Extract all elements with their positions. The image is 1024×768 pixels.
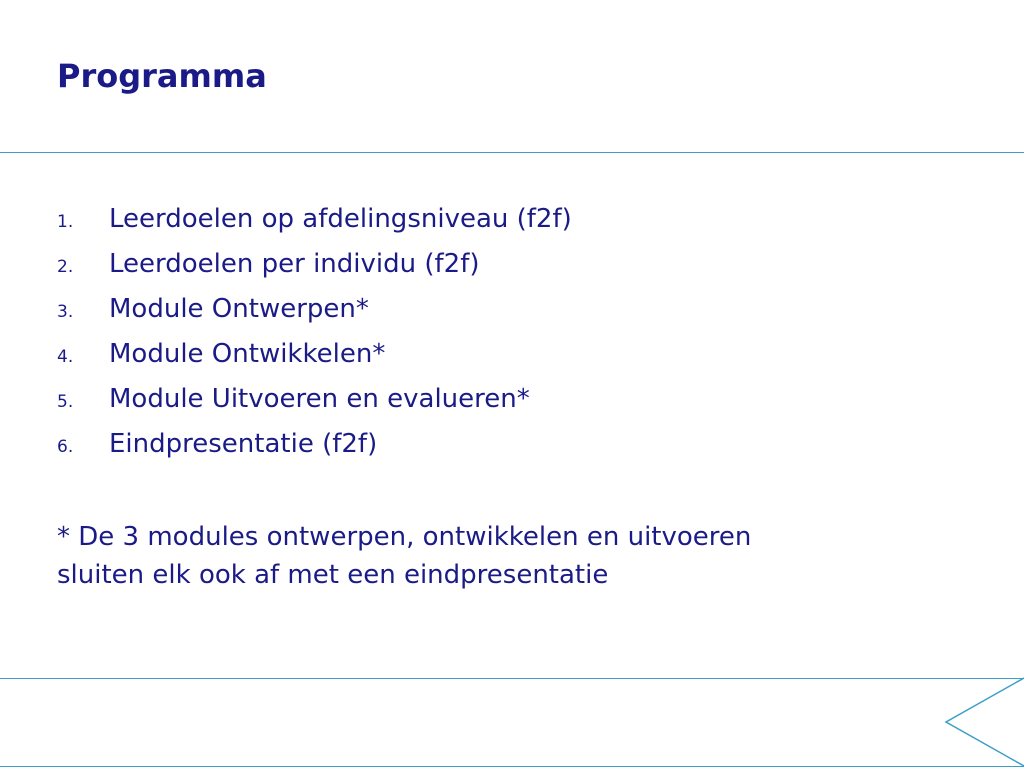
item-number: 1. bbox=[57, 212, 74, 232]
footer-divider-bottom bbox=[0, 766, 1024, 767]
slide-title: Programma bbox=[57, 57, 267, 95]
footer-divider-top bbox=[0, 678, 1024, 679]
title-divider bbox=[0, 152, 1024, 153]
list-item bbox=[57, 384, 572, 429]
list-item bbox=[57, 204, 572, 249]
item-number: 2. bbox=[57, 257, 74, 277]
item-text: Module Ontwerpen* bbox=[109, 294, 369, 324]
item-text: Module Uitvoeren en evalueren* bbox=[109, 384, 530, 414]
item-number: 5. bbox=[57, 392, 74, 412]
item-number: 3. bbox=[57, 302, 74, 322]
item-text: Leerdoelen op afdelingsniveau (f2f) bbox=[109, 204, 572, 234]
footnote-line-2: sluiten elk ook af met een eindpresentatie bbox=[57, 560, 609, 590]
item-number: 4. bbox=[57, 347, 74, 367]
item-text: Leerdoelen per individu (f2f) bbox=[109, 249, 480, 279]
list-item bbox=[57, 429, 572, 474]
footnote bbox=[57, 518, 957, 594]
list-item bbox=[57, 294, 572, 339]
footnote-line-1: * De 3 modules ontwerpen, ontwikkelen en uitvoeren bbox=[57, 522, 752, 552]
agenda-list bbox=[57, 204, 572, 474]
item-number: 6. bbox=[57, 437, 74, 457]
list-item bbox=[57, 339, 572, 384]
list-item bbox=[57, 249, 572, 294]
item-text: Eindpresentatie (f2f) bbox=[109, 429, 378, 459]
item-text: Module Ontwikkelen* bbox=[109, 339, 386, 369]
